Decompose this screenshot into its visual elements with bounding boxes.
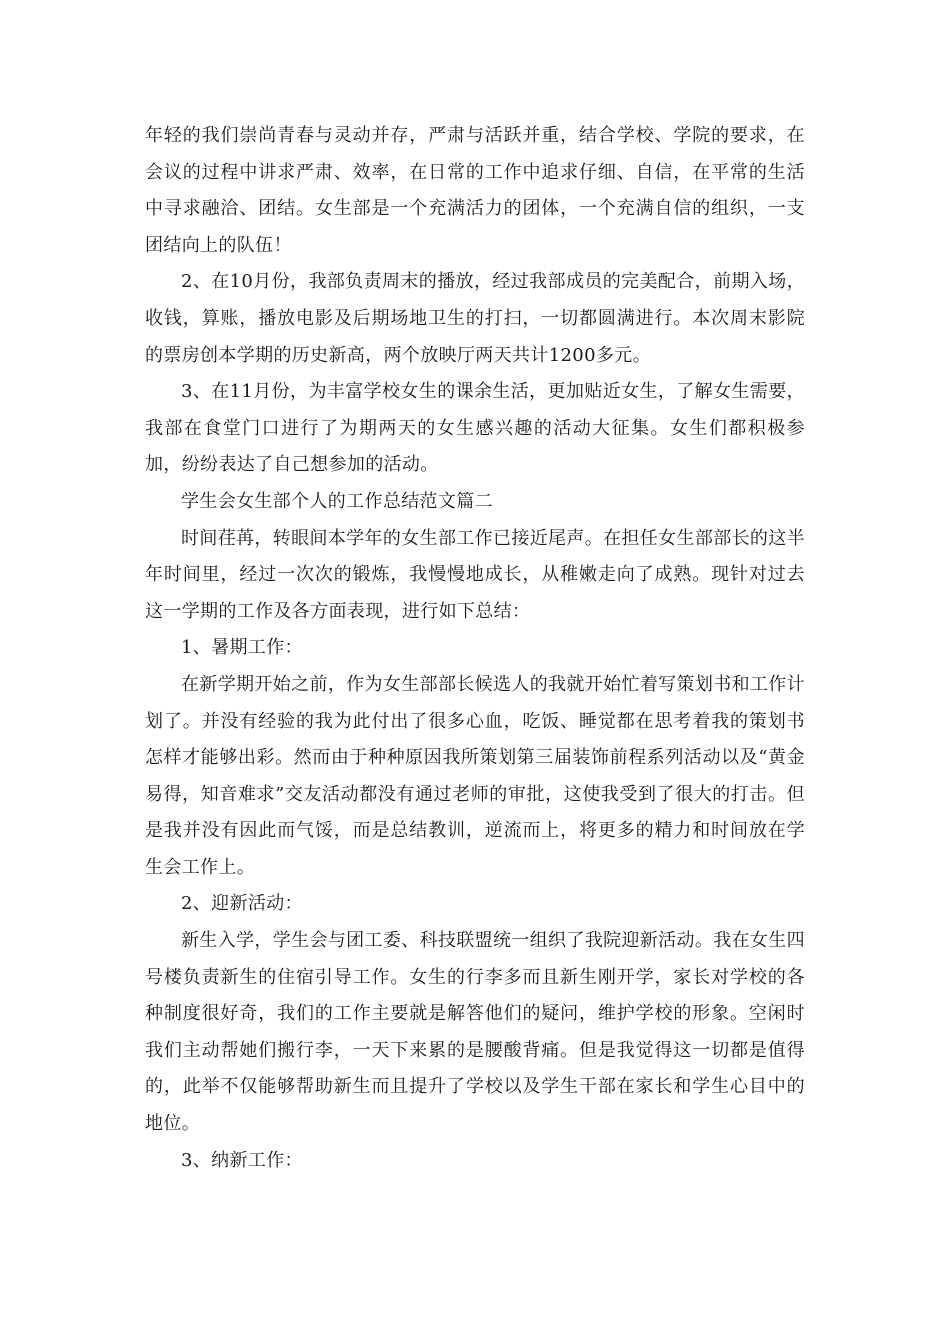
paragraph-summer-work: 在新学期开始之前，作为女生部部长候选人的我就开始忙着写策划书和工作计划了。并没有经验的我为此付出了很多心血，吃饭、睡觉都在思考着我的策划书怎样才能够出彩。然而由于种种原因我所策划第三届装饰前程系列活动以及“黄金易得，知音难求”交友活动都没有通过老师的审批，这使我受到了很大的打击。但是我并没有因此而气馁，而是总结教训，逆流而上，将更多的精力和时间放在学生会工作上。 — [145, 673, 805, 878]
section-title-part-two: 学生会女生部个人的工作总结范文篇二 — [181, 490, 493, 512]
paragraph-november-work: 3、在11月份，为丰富学校女生的课余生活，更加贴近女生，了解女生需要，我部在食堂门口进行了为期两天的女生感兴趣的活动大征集。女生们都积极参加，纷纷表达了自己想参加的活动。 — [145, 381, 805, 476]
paragraph-summary-intro: 时间荏苒，转眼间本学年的女生部工作已接近尾声。在担任女生部部长的这半年时间里，经过一次次的锻炼，我慢慢地成长，从稚嫩走向了成熟。现针对过去这一学期的工作及各方面表现，进行如下总结： — [145, 527, 805, 622]
paragraph-october-work: 2、在10月份，我部负责周末的播放，经过我部成员的完美配合，前期入场，收钱，算账，播放电影及后期场地卫生的打扫，一切都圆满进行。本次周末影院的票房创本学期的历史新高，两个放映厅两天共计1200多元。 — [145, 271, 805, 366]
heading-welcome-activity: 2、迎新活动： — [181, 893, 303, 915]
paragraph-welcome-activity: 新生入学，学生会与团工委、科技联盟统一组织了我院迎新活动。我在女生四号楼负责新生的住宿引导工作。女生的行李多而且新生刚开学，家长对学校的各种制度很好奇，我们的工作主要就是解答他们的疑问，维护学校的形象。空闲时我们主动帮她们搬行李，一天下来累的是腰酸背痛。但是我觉得这一切都是值得的，此举不仅能够帮助新生而且提升了学校以及学生干部在家长和学生心目中的地位。 — [145, 930, 805, 1135]
paragraph-intro-continued: 年轻的我们崇尚青春与灵动并存，严肃与活跃并重，结合学校、学院的要求，在会议的过程中讲求严肃、效率，在日常的工作中追求仔细、自信，在平常的生活中寻求融洽、团结。女生部是一个充满活力的团体，一个充满自信的组织，一支团结向上的队伍！ — [145, 125, 805, 256]
heading-summer-work: 1、暑期工作： — [181, 637, 303, 659]
document-page — [145, 118, 805, 1179]
heading-recruitment-work: 3、纳新工作： — [181, 1149, 303, 1171]
